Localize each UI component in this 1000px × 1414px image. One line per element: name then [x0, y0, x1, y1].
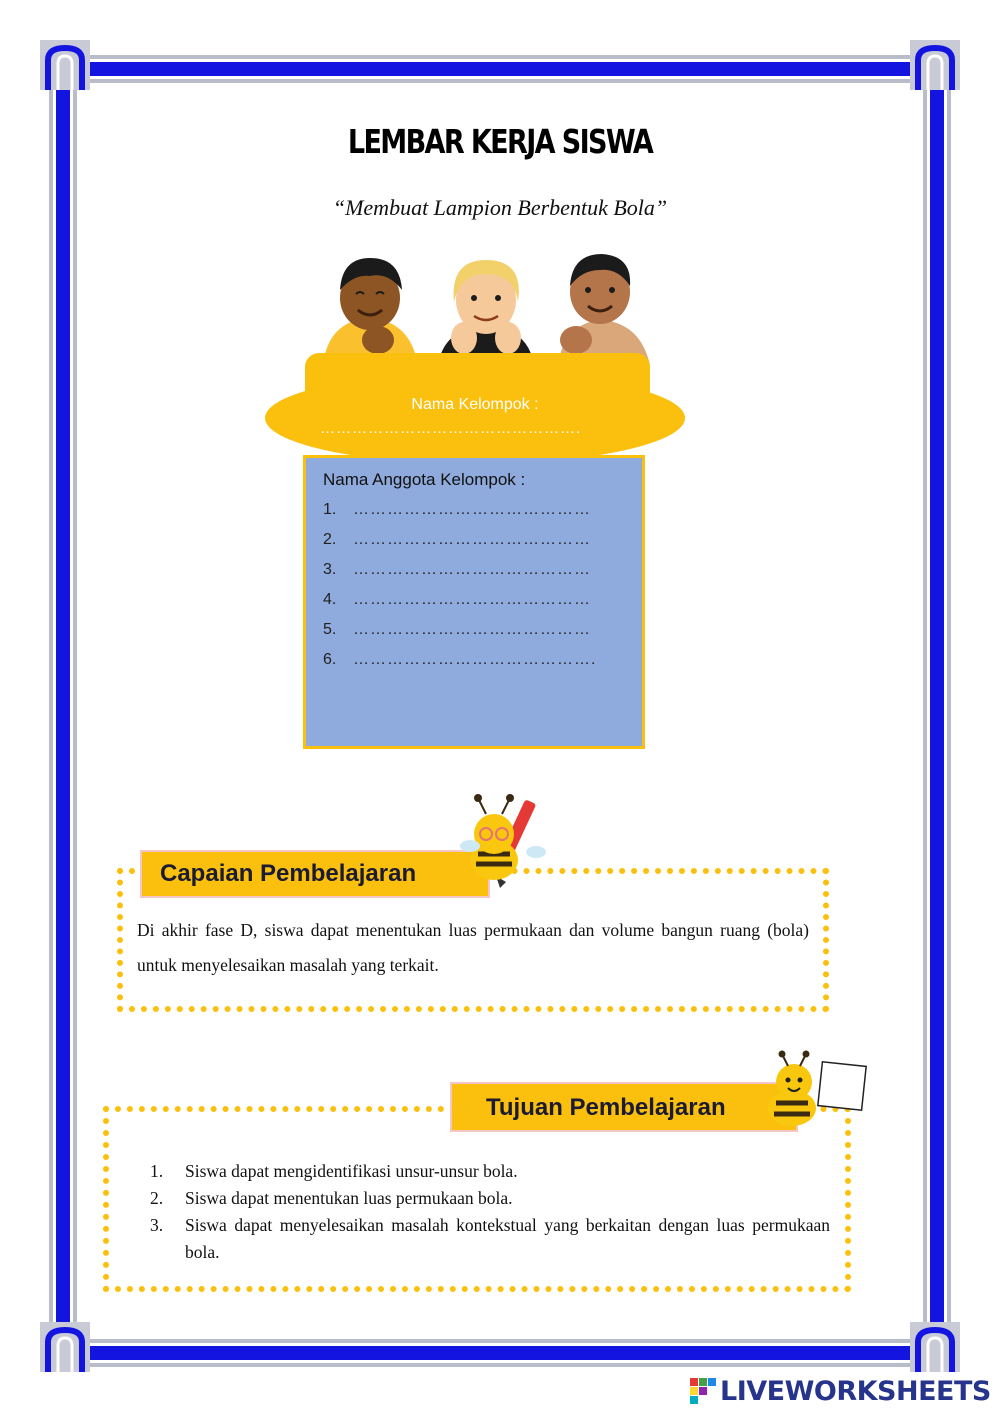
list-item: 1. Siswa dapat mengidentifikasi unsur-unsur bola. — [150, 1161, 518, 1181]
group-name-field[interactable]: …………………………………………. — [320, 420, 582, 437]
kids-illustration — [318, 250, 658, 370]
tujuan-heading: Tujuan Pembelajaran — [450, 1082, 798, 1132]
frame-bottom-border — [60, 1339, 940, 1367]
tujuan-list — [150, 1158, 830, 1266]
capaian-heading: Capaian Pembelajaran — [140, 850, 490, 898]
group-name-label: Nama Kelompok : — [411, 396, 539, 413]
member-row[interactable]: 3. …………………………………… — [323, 561, 591, 578]
frame-corner-top-left — [40, 40, 90, 90]
frame-top-border — [60, 55, 940, 83]
member-field[interactable]: …………………………………… — [353, 531, 591, 548]
list-item: 2. Siswa dapat menentukan luas permukaan bola. — [150, 1188, 513, 1208]
kid-left-icon — [323, 258, 418, 365]
member-field[interactable]: …………………………………… — [353, 501, 591, 518]
page-subtitle: “Membuat Lampion Berbentuk Bola” — [332, 195, 668, 220]
members-box — [303, 455, 645, 749]
bee-pencil-icon — [456, 790, 556, 890]
liveworksheets-logo-icon — [690, 1378, 716, 1404]
kid-middle-icon — [438, 260, 534, 365]
watermark-text: LIVEWORKSHEETS — [720, 1375, 991, 1407]
frame-corner-bottom-left — [40, 1322, 90, 1372]
member-field[interactable]: …………………………………… — [353, 591, 591, 608]
member-field[interactable]: …………………………………… — [353, 561, 591, 578]
member-row[interactable]: 1. …………………………………… — [323, 501, 591, 518]
member-field[interactable]: …………………………………… — [353, 621, 591, 638]
frame-right-border — [923, 60, 951, 1350]
member-row[interactable]: 4. …………………………………… — [323, 591, 591, 608]
liveworksheets-watermark[interactable] — [690, 1374, 991, 1408]
list-item: 3. Siswa dapat menyelesaikan masalah kontekstual yang berkaitan dengan luas permukaan bola. — [150, 1215, 830, 1262]
member-row[interactable]: 2. …………………………………… — [323, 531, 591, 548]
frame-corner-top-right — [910, 40, 960, 90]
page-title: LEMBAR KERJA SISWA — [347, 122, 653, 161]
capaian-text: Di akhir fase D, siswa dapat menentukan luas permukaan dan volume bangun ruang (bola) untuk menyelesaikan masalah yang terkait. — [137, 920, 809, 975]
group-name-banner — [265, 372, 685, 464]
frame-left-border — [49, 60, 77, 1350]
member-row[interactable]: 5. …………………………………… — [323, 621, 591, 638]
member-row[interactable]: 6. ……………………………………. — [323, 651, 597, 668]
members-label: Nama Anggota Kelompok : — [323, 470, 526, 489]
member-field[interactable]: ……………………………………. — [353, 651, 597, 668]
kid-right-icon — [558, 254, 650, 365]
frame-corner-bottom-right — [910, 1322, 960, 1372]
bee-sign-icon — [760, 1048, 875, 1133]
